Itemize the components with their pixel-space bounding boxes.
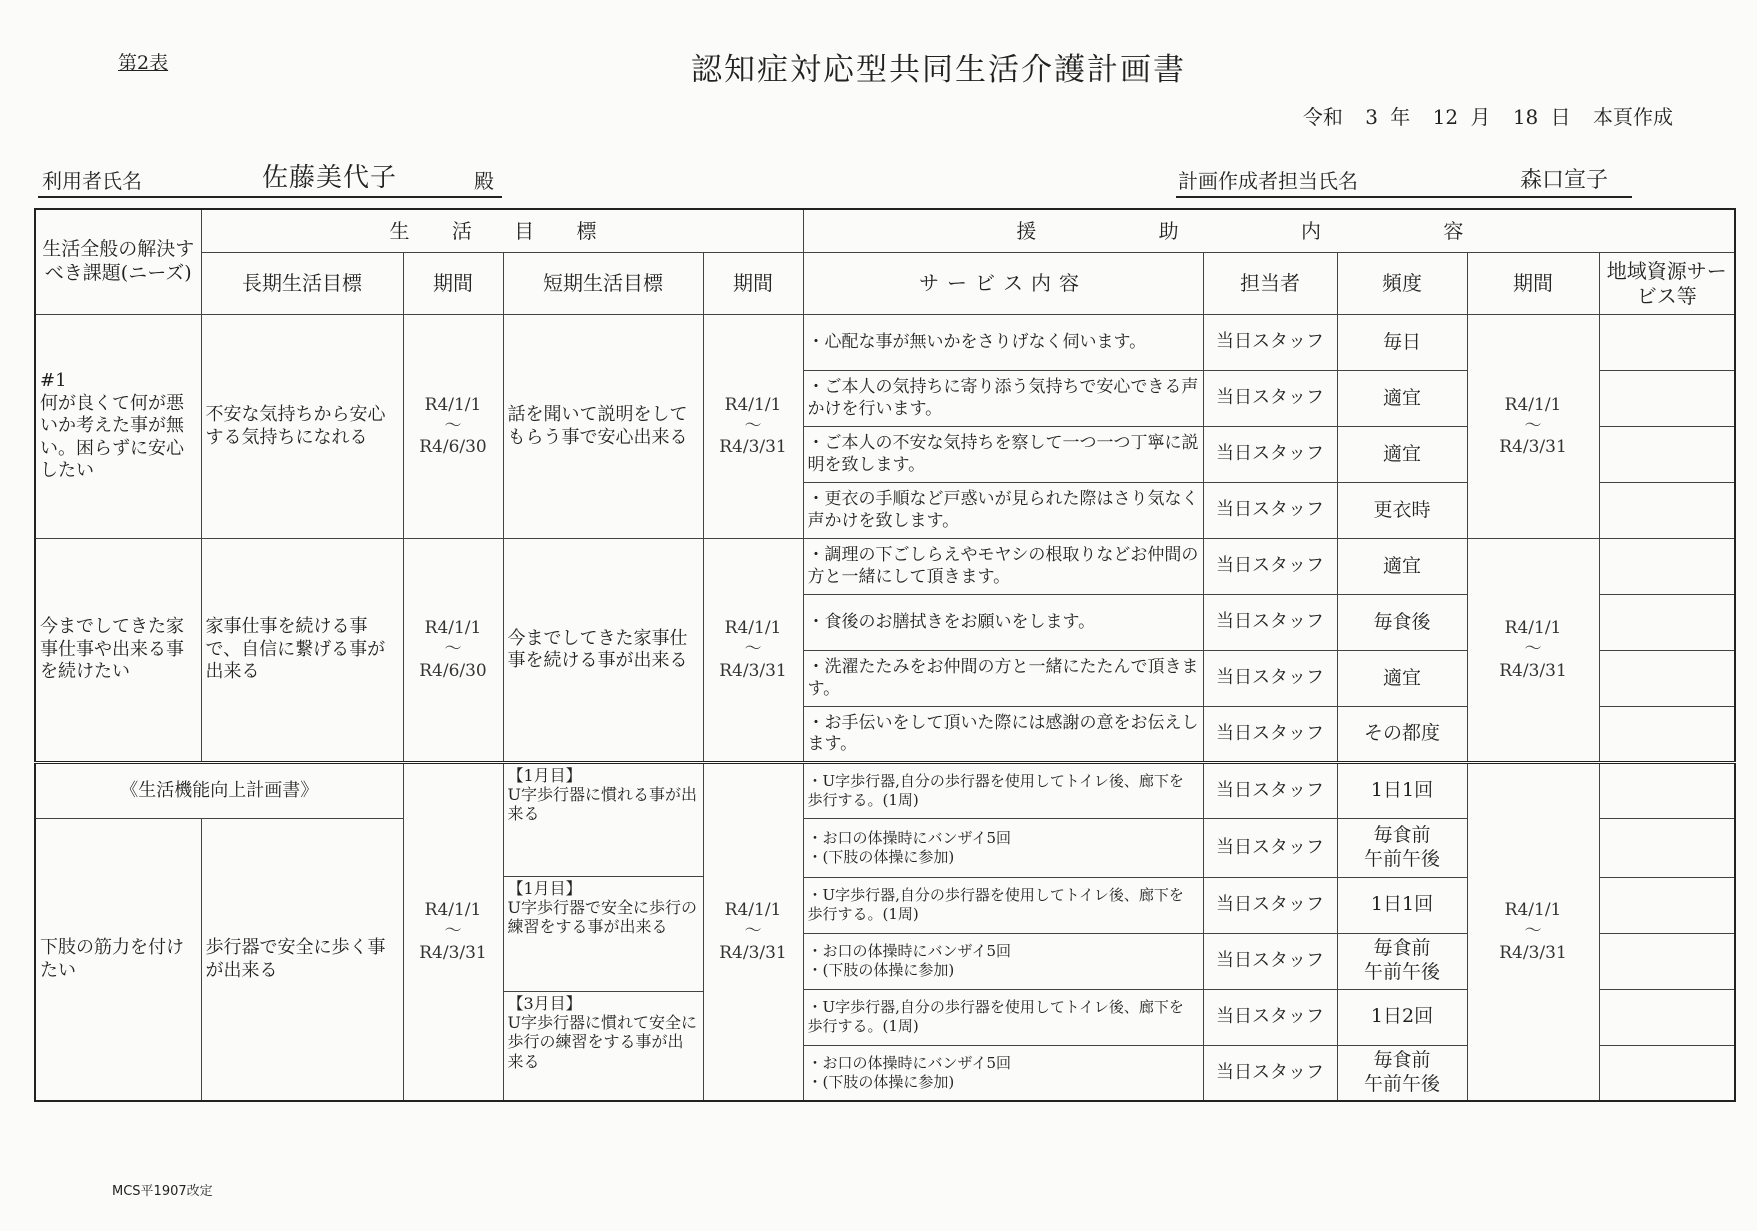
- header-period-short: 期間: [703, 253, 803, 315]
- frequency-cell: 1日1回: [1337, 763, 1467, 819]
- date-day: 18 日: [1512, 105, 1571, 129]
- long-goal-3: 歩行器で安全に歩く事が出来る: [201, 819, 403, 1102]
- period-to: R4/3/31: [719, 942, 787, 963]
- user-name-value: 佐藤美代子: [262, 163, 398, 193]
- user-honorific: 殿: [474, 169, 494, 193]
- service-item: ・更衣の手順など戸惑いが見られた際はさり気なく声かけを致します。: [803, 483, 1203, 539]
- long-period-3: [403, 763, 503, 1102]
- staff-cell: 当日スタッフ: [1203, 933, 1337, 989]
- period-to: R4/3/31: [1499, 942, 1567, 963]
- resource-cell: [1599, 877, 1735, 933]
- service-item: ・心配な事が無いかをさりげなく伺います。: [803, 315, 1203, 371]
- staff-cell: 当日スタッフ: [1203, 819, 1337, 878]
- service-item: ・洗濯たたみをお仲間の方と一緒にたたんで頂きます。: [803, 651, 1203, 707]
- frequency-cell: その都度: [1337, 707, 1467, 763]
- service-item: ・食後のお膳拭きをお願いをします。: [803, 595, 1203, 651]
- staff-cell: 当日スタッフ: [1203, 315, 1337, 371]
- frequency-cell: 毎食後: [1337, 595, 1467, 651]
- staff-cell: 当日スタッフ: [1203, 989, 1337, 1045]
- service-item: ・ご本人の気持ちに寄り添う気持ちで安心できる声かけを行います。: [803, 371, 1203, 427]
- short-period-3: [703, 763, 803, 1102]
- period-from: R4/1/1: [724, 900, 782, 921]
- resource-cell: [1599, 315, 1735, 371]
- period-from: R4/1/1: [1504, 618, 1562, 639]
- period-tilde: ～: [744, 921, 762, 942]
- period-from: R4/1/1: [1504, 394, 1562, 415]
- header-support: 援 助 内 容: [803, 209, 1735, 253]
- header-row-top: [35, 209, 1735, 253]
- short-goal-step-text: U字歩行器に慣れる事が出来る: [507, 785, 697, 824]
- resource-cell: [1599, 1045, 1735, 1101]
- date-suffix: 本頁作成: [1593, 105, 1673, 129]
- long-period-2: [403, 539, 503, 763]
- long-goal-2: 家事仕事を続ける事で、自信に繋げる事が出来る: [201, 539, 403, 763]
- short-goal-1: 話を聞いて説明をしてもらう事で安心出来る: [503, 315, 703, 539]
- header-service: サービス内容: [803, 253, 1203, 315]
- long-goal-1: 不安な気持ちから安心する気持ちになれる: [201, 315, 403, 539]
- header-period-support: 期間: [1467, 253, 1599, 315]
- period-from: R4/1/1: [424, 900, 482, 921]
- support-period-2: [1467, 539, 1599, 763]
- resource-cell: [1599, 651, 1735, 707]
- header-resources: 地域資源サービス等: [1599, 253, 1735, 315]
- header-row-sub: [35, 253, 1735, 315]
- resource-cell: [1599, 371, 1735, 427]
- frequency-cell: 適宜: [1337, 371, 1467, 427]
- short-goal-step-label: 【1月目】: [507, 879, 582, 898]
- planner-name-label: 計画作成者担当氏名: [1178, 169, 1358, 193]
- frequency-cell: 適宜: [1337, 427, 1467, 483]
- user-name-field: [38, 163, 502, 198]
- header-period-long: 期間: [403, 253, 503, 315]
- period-from: R4/1/1: [724, 394, 782, 415]
- service-item: ・お口の体操時にバンザイ5回 ・(下肢の体操に参加): [803, 1045, 1203, 1101]
- service-item: ・お手伝いをして頂いた際には感謝の意をお伝えします。: [803, 707, 1203, 763]
- user-name-label: 利用者氏名: [42, 169, 142, 193]
- service-item: ・U字歩行器,自分の歩行器を使用してトイレ後、廊下を歩行する。(1周): [803, 763, 1203, 819]
- header-needs: 生活全般の解決すべき課題(ニーズ): [35, 209, 201, 315]
- function-plan-heading: 《生活機能向上計画書》: [35, 763, 403, 819]
- creation-date: [1293, 101, 1673, 130]
- period-to: R4/3/31: [1499, 437, 1567, 458]
- care-plan-table: [34, 208, 1736, 1102]
- short-goal-step-label: 【3月目】: [507, 994, 582, 1013]
- header-staff: 担当者: [1203, 253, 1337, 315]
- staff-cell: 当日スタッフ: [1203, 1045, 1337, 1101]
- short-period-1: [703, 315, 803, 539]
- period-to: R4/3/31: [719, 437, 787, 458]
- short-goal-step-text: U字歩行器に慣れて安全に歩行の練習をする事が出来る: [507, 1013, 697, 1071]
- resource-cell: [1599, 933, 1735, 989]
- period-tilde: ～: [744, 639, 762, 660]
- period-from: R4/1/1: [724, 618, 782, 639]
- period-tilde: ～: [444, 921, 462, 942]
- date-year: 3 年: [1365, 105, 1411, 129]
- resource-cell: [1599, 707, 1735, 763]
- staff-cell: 当日スタッフ: [1203, 539, 1337, 595]
- short-goal-step-label: 【1月目】: [507, 766, 582, 785]
- period-tilde: ～: [1524, 415, 1542, 436]
- date-month: 12 月: [1432, 105, 1491, 129]
- resource-cell: [1599, 989, 1735, 1045]
- staff-cell: 当日スタッフ: [1203, 763, 1337, 819]
- frequency-cell: 毎食前 午前午後: [1337, 933, 1467, 989]
- staff-cell: 当日スタッフ: [1203, 371, 1337, 427]
- resource-cell: [1599, 763, 1735, 819]
- header-long-goal: 長期生活目標: [201, 253, 403, 315]
- short-period-2: [703, 539, 803, 763]
- table-row: [35, 763, 1735, 819]
- support-period-3: [1467, 763, 1599, 1102]
- period-tilde: ～: [744, 415, 762, 436]
- period-to: R4/3/31: [719, 660, 787, 681]
- staff-cell: 当日スタッフ: [1203, 707, 1337, 763]
- staff-cell: 当日スタッフ: [1203, 651, 1337, 707]
- period-from: R4/1/1: [424, 618, 482, 639]
- form-number: 第2表: [118, 52, 169, 74]
- frequency-cell: 毎食前 午前午後: [1337, 1045, 1467, 1101]
- table-row: [35, 539, 1735, 595]
- header-life-goals: 生 活 目 標: [201, 209, 803, 253]
- period-from: R4/1/1: [1504, 900, 1562, 921]
- period-from: R4/1/1: [424, 394, 482, 415]
- frequency-cell: 毎食前 午前午後: [1337, 819, 1467, 878]
- period-tilde: ～: [1524, 921, 1542, 942]
- resource-cell: [1599, 819, 1735, 878]
- long-period-1: [403, 315, 503, 539]
- need-1: #1 何が良くて何が悪いか考えた事が無い。困らずに安心したい: [35, 315, 201, 539]
- period-to: R4/3/31: [1499, 660, 1567, 681]
- service-item: ・お口の体操時にバンザイ5回 ・(下肢の体操に参加): [803, 819, 1203, 878]
- resource-cell: [1599, 427, 1735, 483]
- planner-name-field: [1176, 166, 1632, 198]
- frequency-cell: 1日2回: [1337, 989, 1467, 1045]
- service-item: ・U字歩行器,自分の歩行器を使用してトイレ後、廊下を歩行する。(1周): [803, 877, 1203, 933]
- staff-cell: 当日スタッフ: [1203, 427, 1337, 483]
- resource-cell: [1599, 595, 1735, 651]
- period-to: R4/3/31: [419, 942, 487, 963]
- short-goal-step: [504, 991, 703, 1100]
- support-period-1: [1467, 315, 1599, 539]
- resource-cell: [1599, 483, 1735, 539]
- service-item: ・U字歩行器,自分の歩行器を使用してトイレ後、廊下を歩行する。(1周): [803, 989, 1203, 1045]
- short-goal-step-text: U字歩行器で安全に歩行の練習をする事が出来る: [507, 898, 697, 937]
- resource-cell: [1599, 539, 1735, 595]
- frequency-cell: 適宜: [1337, 539, 1467, 595]
- staff-cell: 当日スタッフ: [1203, 877, 1337, 933]
- short-goal-step: [504, 876, 703, 991]
- frequency-cell: 毎日: [1337, 315, 1467, 371]
- frequency-cell: 更衣時: [1337, 483, 1467, 539]
- header-short-goal: 短期生活目標: [503, 253, 703, 315]
- frequency-cell: 1日1回: [1337, 877, 1467, 933]
- staff-cell: 当日スタッフ: [1203, 595, 1337, 651]
- short-goals-3: [503, 763, 703, 1102]
- service-item: ・ご本人の不安な気持ちを察して一つ一つ丁寧に説明を致します。: [803, 427, 1203, 483]
- staff-cell: 当日スタッフ: [1203, 483, 1337, 539]
- service-item: ・調理の下ごしらえやモヤシの根取りなどお仲間の方と一緒にして頂きます。: [803, 539, 1203, 595]
- period-tilde: ～: [444, 639, 462, 660]
- need-2: 今までしてきた家事仕事や出来る事を続けたい: [35, 539, 201, 763]
- table-row: [35, 315, 1735, 371]
- form-revision-note: MCS平1907改定: [112, 1184, 213, 1199]
- document-title: 認知症対応型共同生活介護計画書: [691, 52, 1186, 88]
- frequency-cell: 適宜: [1337, 651, 1467, 707]
- need-3: 下肢の筋力を付けたい: [35, 819, 201, 1102]
- header-frequency: 頻度: [1337, 253, 1467, 315]
- date-era: 令和: [1302, 105, 1343, 129]
- short-goal-step: [504, 764, 703, 876]
- period-to: R4/6/30: [419, 437, 487, 458]
- service-item: ・お口の体操時にバンザイ5回 ・(下肢の体操に参加): [803, 933, 1203, 989]
- period-tilde: ～: [444, 415, 462, 436]
- period-tilde: ～: [1524, 639, 1542, 660]
- short-goal-2: 今までしてきた家事仕事を続ける事が出来る: [503, 539, 703, 763]
- period-to: R4/6/30: [419, 660, 487, 681]
- planner-name-value: 森口宣子: [1520, 168, 1609, 193]
